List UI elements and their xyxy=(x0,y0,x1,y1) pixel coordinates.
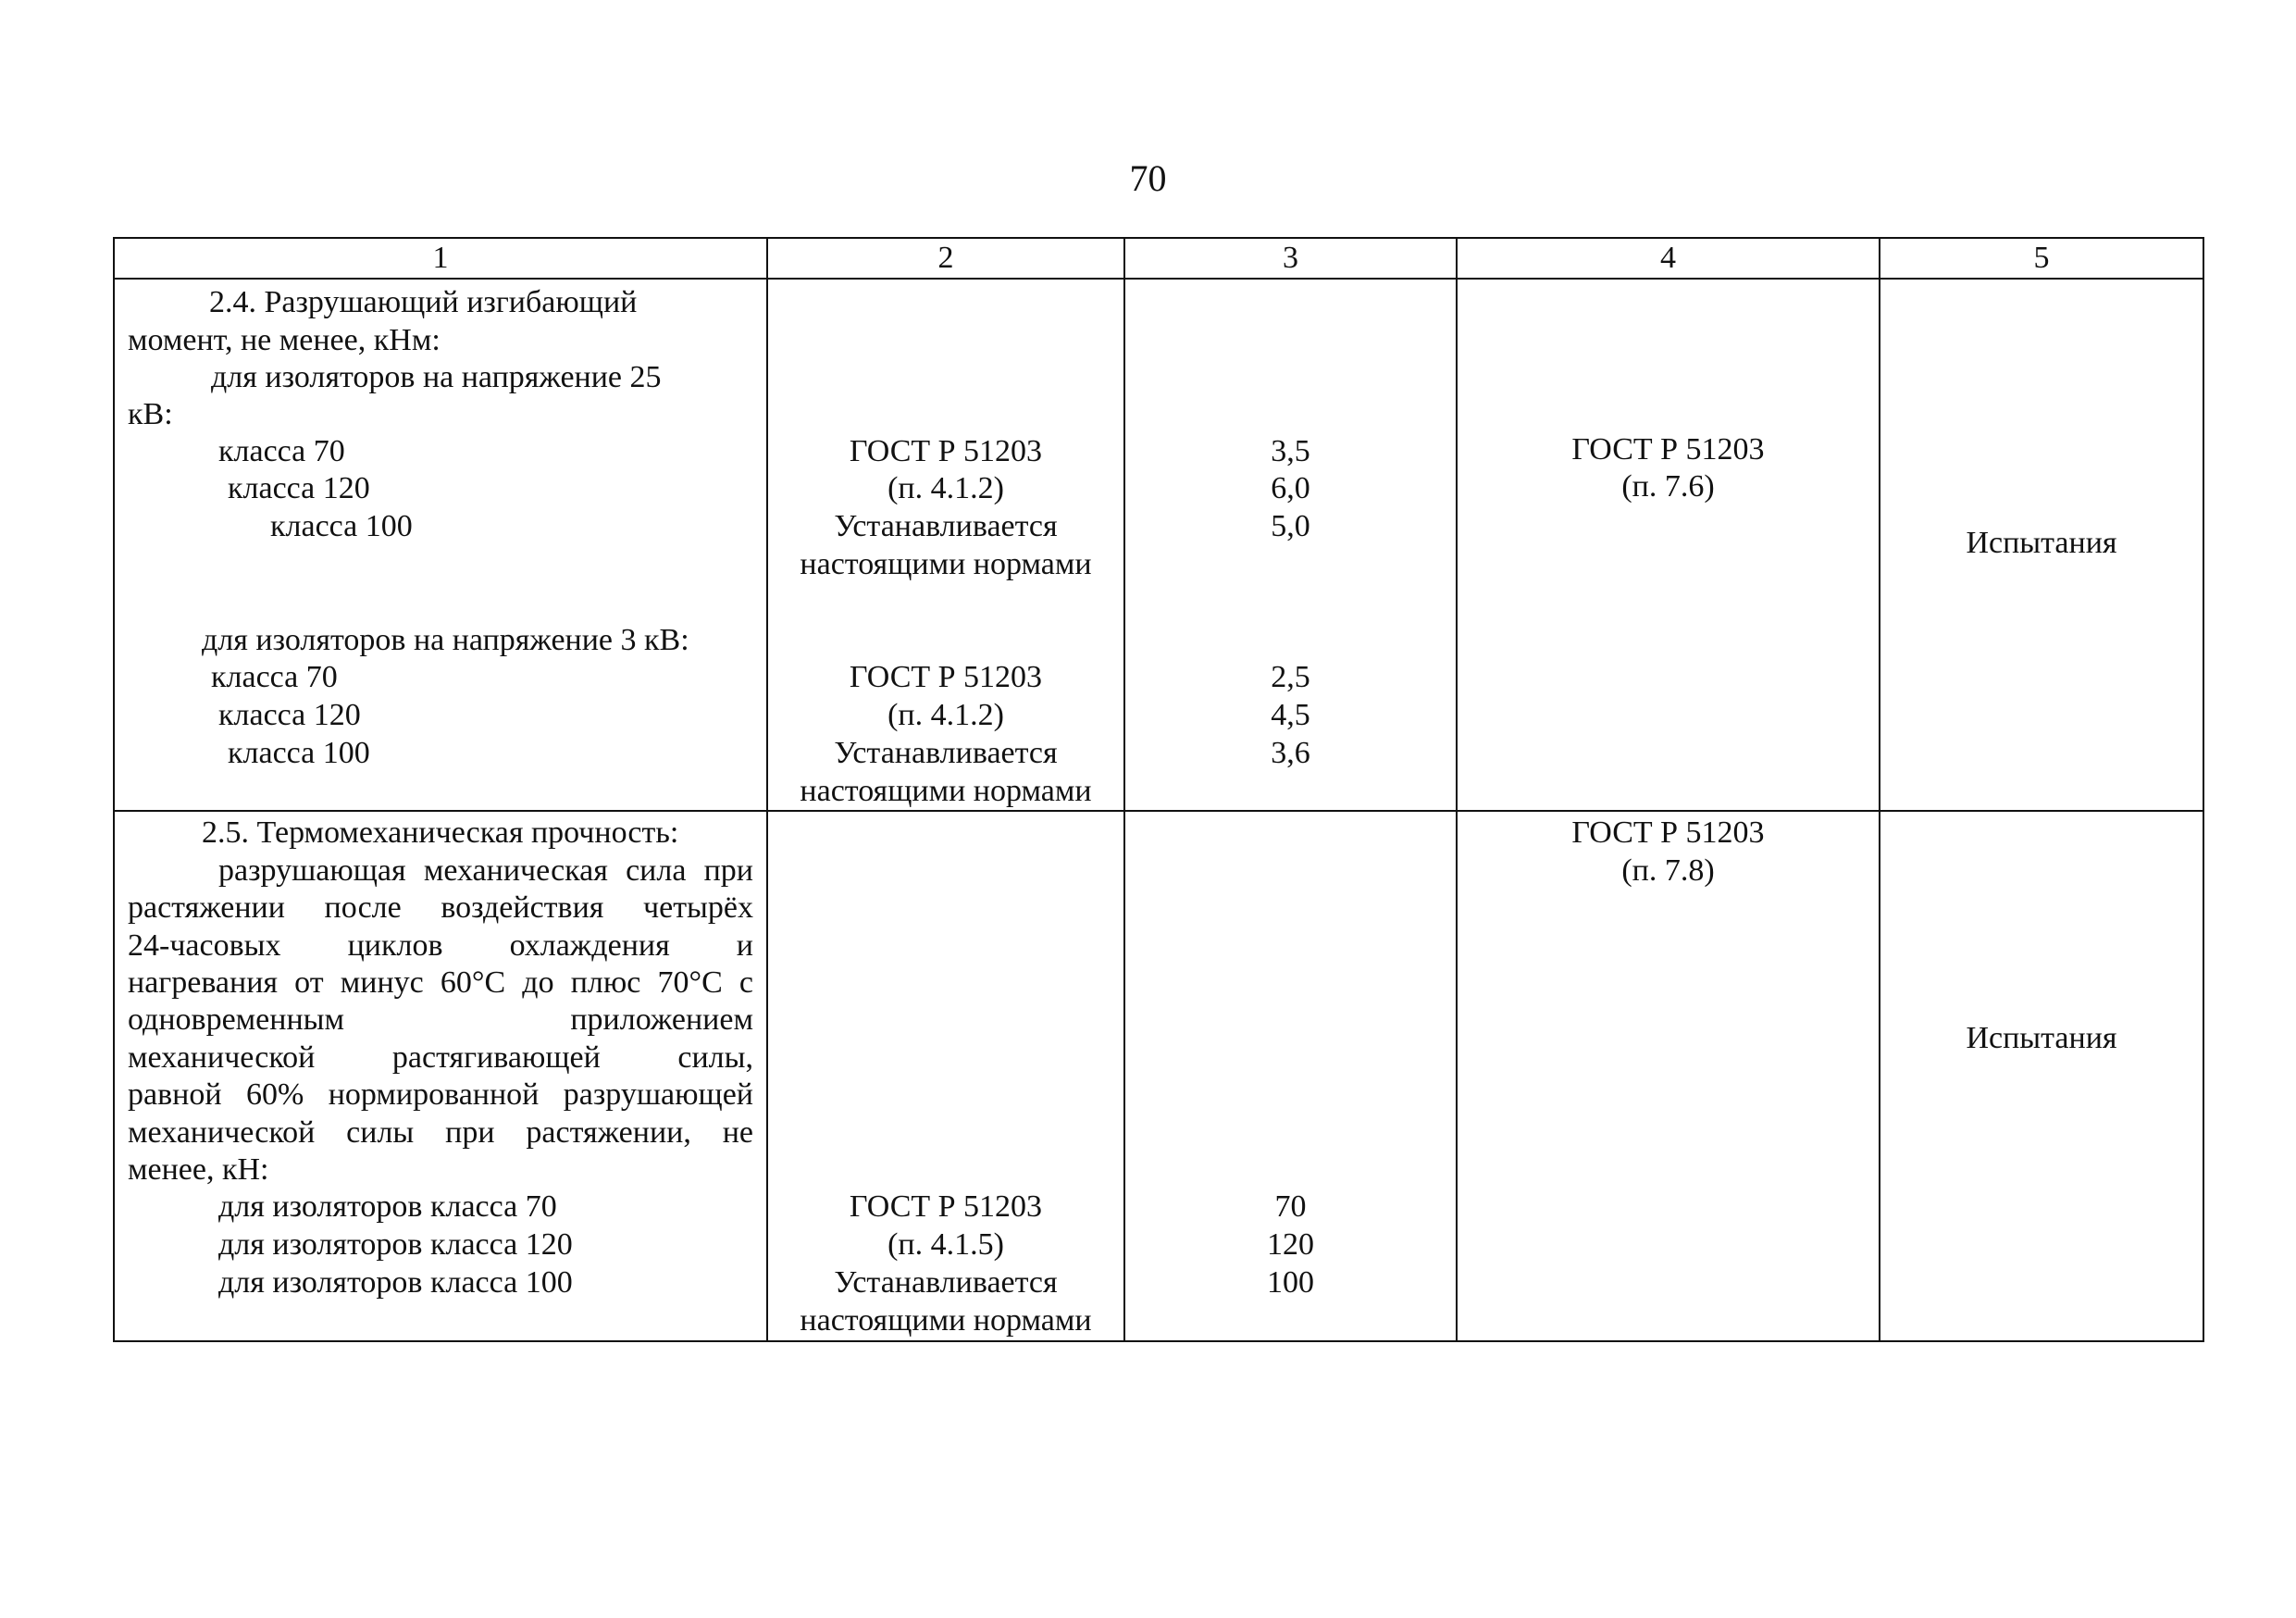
description-line: растяжении после воздействия четырёх xyxy=(128,890,753,925)
page-number: 70 xyxy=(1129,157,1167,199)
class-label: класса 100 xyxy=(228,736,370,770)
standard-ref: настоящими нормами xyxy=(800,774,1092,808)
column-divider xyxy=(1123,237,1125,1342)
column-header: 5 xyxy=(2033,241,2050,275)
standard-ref: настоящими нормами xyxy=(800,1303,1092,1338)
table-border-bottom xyxy=(113,1340,2204,1342)
norm-value: 3,5 xyxy=(1271,434,1310,468)
standard-ref: ГОСТ Р 51203 xyxy=(849,434,1043,468)
standard-ref: Устанавливается xyxy=(834,509,1058,543)
column-header: 2 xyxy=(937,241,954,275)
standard-ref: ГОСТ Р 51203 xyxy=(849,660,1043,694)
norm-value: 4,5 xyxy=(1271,698,1310,732)
item-label: для изоляторов класса 70 xyxy=(218,1189,557,1224)
section-title-cont: момент, не менее, кНм: xyxy=(128,323,441,357)
column-header: 3 xyxy=(1283,241,1298,275)
standard-ref: (п. 4.1.2) xyxy=(887,471,1004,505)
norm-value: 120 xyxy=(1267,1227,1314,1262)
description-line: одновременным приложением xyxy=(128,1002,753,1037)
test-method-ref: ГОСТ Р 51203 xyxy=(1571,815,1765,850)
norm-value: 70 xyxy=(1274,1189,1307,1224)
class-label: класса 120 xyxy=(218,698,361,732)
standard-ref: Устанавливается xyxy=(834,736,1058,770)
group-label: кВ: xyxy=(128,397,173,431)
control-type: Испытания xyxy=(1966,1021,2117,1055)
section-title: 2.4. Разрушающий изгибающий xyxy=(209,285,638,319)
description-line: менее, кН: xyxy=(128,1152,269,1187)
group-label: для изоляторов на напряжение 3 кВ: xyxy=(202,623,689,657)
class-label: класса 70 xyxy=(218,434,345,468)
section-title: 2.5. Термомеханическая прочность: xyxy=(202,815,679,850)
description-line: механической силы при растяжении, не xyxy=(128,1115,753,1150)
column-header: 1 xyxy=(432,241,449,275)
column-header: 4 xyxy=(1660,241,1676,275)
norm-value: 100 xyxy=(1267,1265,1314,1300)
norm-value: 2,5 xyxy=(1271,660,1310,694)
standard-ref: (п. 4.1.5) xyxy=(887,1227,1004,1262)
description-line: 24-часовых циклов охлаждения и xyxy=(128,928,753,963)
description-line: разрушающая механическая сила при xyxy=(218,853,753,888)
header-divider xyxy=(113,278,2204,280)
item-label: для изоляторов класса 120 xyxy=(218,1227,573,1262)
norm-value: 6,0 xyxy=(1271,471,1310,505)
item-label: для изоляторов класса 100 xyxy=(218,1265,573,1300)
column-divider xyxy=(1456,237,1458,1342)
test-method-ref: (п. 7.6) xyxy=(1621,469,1715,504)
table-border-right xyxy=(2203,237,2204,1342)
standard-ref: настоящими нормами xyxy=(800,547,1092,581)
description-line: механической растягивающей силы, xyxy=(128,1040,753,1075)
row-divider xyxy=(113,810,2204,812)
standard-ref: ГОСТ Р 51203 xyxy=(849,1189,1043,1224)
column-divider xyxy=(1879,237,1880,1342)
norm-value: 3,6 xyxy=(1271,736,1310,770)
class-label: класса 100 xyxy=(270,509,413,543)
control-type: Испытания xyxy=(1966,526,2117,560)
class-label: класса 70 xyxy=(211,660,338,694)
norm-value: 5,0 xyxy=(1271,509,1310,543)
standard-ref: (п. 4.1.2) xyxy=(887,698,1004,732)
standard-ref: Устанавливается xyxy=(834,1265,1058,1300)
test-method-ref: (п. 7.8) xyxy=(1621,853,1715,888)
class-label: класса 120 xyxy=(228,471,370,505)
test-method-ref: ГОСТ Р 51203 xyxy=(1571,432,1765,467)
description-line: равной 60% нормированной разрушающей xyxy=(128,1077,753,1112)
group-label: для изоляторов на напряжение 25 xyxy=(211,360,662,394)
table-border-left xyxy=(113,237,115,1342)
description-line: нагревания от минус 60°С до плюс 70°С с xyxy=(128,965,753,1000)
